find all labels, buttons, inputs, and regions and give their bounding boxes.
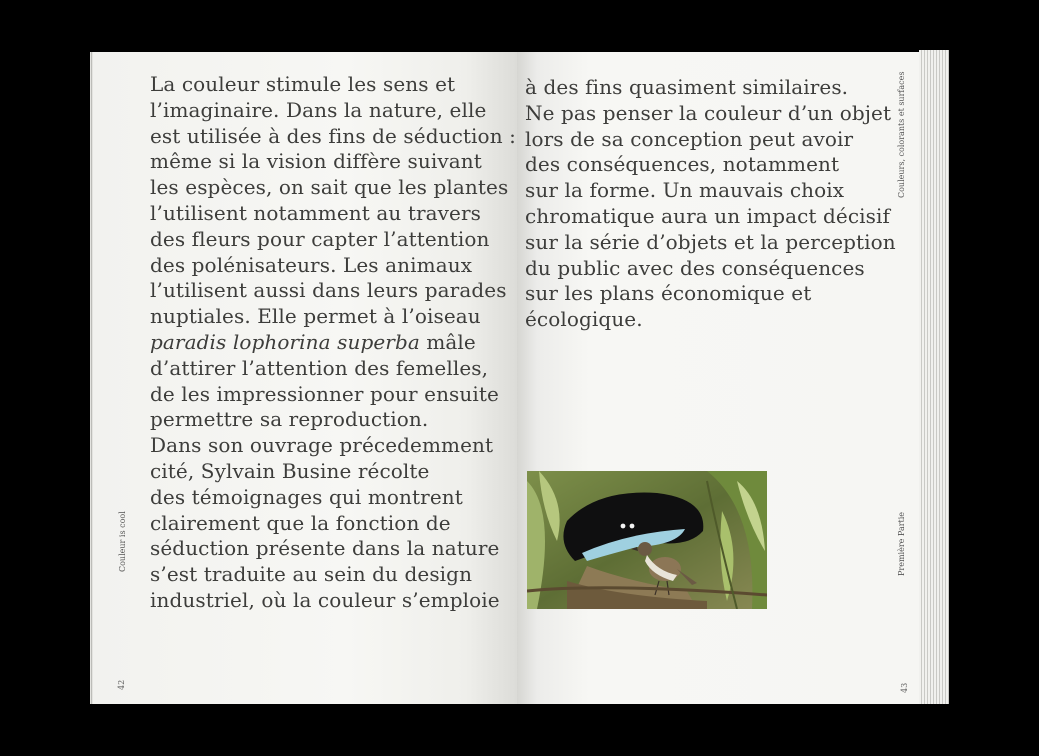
text-line: l’imaginaire. Dans la nature, elle: [150, 97, 487, 122]
text-line: d’attirer l’attention des femelles,: [150, 355, 489, 380]
text-line: des conséquences, notamment: [525, 152, 840, 177]
right-running-head-bottom: Première Partie: [897, 511, 906, 576]
text-fragment: mâle: [419, 329, 476, 354]
text-line: clairement que la fonction de: [150, 510, 451, 535]
species-name: paradis lophorina superba: [150, 329, 420, 354]
text-line: est utilisée à des fins de séduction :: [150, 123, 516, 148]
text-line: Ne pas penser la couleur d’un objet: [525, 100, 892, 125]
text-line: à des fins quasiment similaires.: [525, 75, 849, 99]
text-line: cité, Sylvain Busine récolte: [150, 458, 430, 483]
text-line: sur la série d’objets et la perception: [525, 229, 896, 254]
text-line: même si la vision diffère suivant: [150, 149, 482, 174]
right-running-head-top: Couleurs, colorants et surfaces: [897, 71, 906, 198]
text-line: La couleur stimule les sens et: [150, 72, 456, 96]
text-line: permettre sa reproduction.: [150, 407, 429, 432]
text-line: chromatique aura un impact décisif: [525, 203, 891, 228]
text-line: séduction présente dans la nature: [150, 536, 500, 561]
right-page-number: 43: [900, 682, 909, 693]
text-line: de les impressionner pour ensuite: [150, 381, 499, 406]
text-line: l’utilisent aussi dans leurs parades: [150, 278, 507, 303]
text-line: sur la forme. Un mauvais choix: [525, 178, 845, 203]
left-running-head: Couleur is cool: [118, 511, 127, 572]
text-line: l’utilisent notamment au travers: [150, 200, 482, 225]
text-line: du public avec des conséquences: [525, 255, 865, 280]
text-line: [150, 330, 516, 356]
text-line: des fleurs pour capter l’attention: [150, 226, 490, 251]
text-line: industriel, où la couleur s’emploie: [150, 587, 500, 612]
text-line: nuptiales. Elle permet à l’oiseau: [150, 304, 481, 329]
bird-photo-image: [527, 471, 767, 609]
left-body-text: [150, 72, 516, 614]
text-line: lors de sa conception peut avoir: [525, 126, 854, 151]
page-stack-edge: [919, 50, 949, 704]
text-line: les espèces, on sait que les plantes: [150, 175, 509, 200]
left-page-number: 42: [117, 679, 126, 690]
text-line: Dans son ouvrage précedemment: [150, 433, 494, 458]
bird-of-paradise-photo: [527, 471, 767, 609]
text-line: des témoignages qui montrent: [150, 484, 463, 509]
text-line: s’est traduite au sein du design: [150, 562, 473, 587]
text-line: des polénisateurs. Les animaux: [150, 252, 473, 277]
text-line: écologique.: [525, 307, 643, 332]
text-line: sur les plans économique et: [525, 281, 812, 306]
right-body-text: [525, 75, 896, 333]
